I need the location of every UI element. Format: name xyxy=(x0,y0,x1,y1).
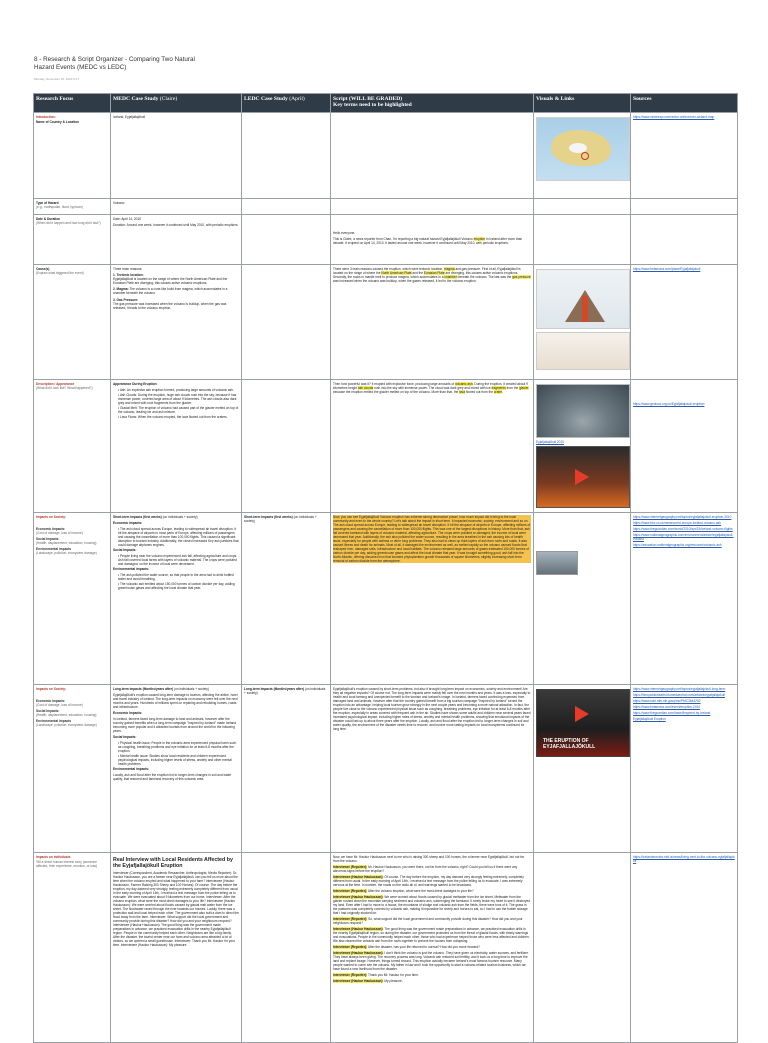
source-link[interactable]: https://icelandmonitor.mbl.is/news/living-next-to-the-volcano-eyjafjallajokull xyxy=(633,855,735,863)
source-link[interactable]: https://www.theguardian.com/world/2010/apr/15/iceland-volcano-flights xyxy=(633,527,733,531)
cell-focus-society-long: Impacts on Society: Economic Impacts: (Cost of damage, loss of income) Social Impacts: (Health, displacement, education, housing) Environmental Impacts (Landscape, pollution, ecosystem damage) xyxy=(34,685,111,853)
cell-visual-intro xyxy=(534,113,631,199)
cell-visual-causes xyxy=(534,265,631,380)
cell-focus-type: Type of Hazard (e.g., earthquake, flood, typhoon) xyxy=(34,199,111,215)
cell-medc-society-short[interactable]: Short-term impacts (first weeks) (on individuals + society) Economic Impacts: • The ash cloud spread across Europe, leading to widespread air travel disruption. It hit the airspace of airports in most parts of Europe, affecting millions of passengers and causing the cancellation of more than 100,000 flights. This caused a significant disruption to tourism industry. Additionally, the closed increased Key ash particles that could damage airplanes engines. Social Impacts: • People living near the volcano experienced ash fall, affecting agriculture and crops. Ash fall covered local farms with layers of volcanic material. The crops were polluted and damaged, so the income of local were decreased. Environmental impacts: • The ash polluted the water source, so that people in the area had to drink bottled water and avoid breathing. • The volcanic ash emitted about 150,000 tonnes of carbon dioxide per day, adding greenhouse gases and affecting the local climate that year. xyxy=(111,513,242,685)
header-script: Script (WILL BE GRADED) Key terms need to be highlighted xyxy=(331,94,534,113)
video-link[interactable]: Eyjafjallajökull 2010 xyxy=(536,440,564,444)
header-ledc: LEDC Case Study (April) xyxy=(242,94,331,113)
cell-medc-date[interactable]: Date: April 14, 2010 Duration: Around one week, however it continued until May 2010, with periodic eruptions. xyxy=(111,215,242,265)
cell-visual-type xyxy=(534,199,631,215)
cell-medc-society-long[interactable]: Long-term impacts (Months/years after) (on individuals + society) Eyjafjallajökull's eruption caused long-term damage to tourism, affecting the airline, hotel and travel industry of Iceland. The long-term impacts on economy were felt over the next months and years. Hundreds of millions spent on repairing and rebuilding homes, roads and infrastructure. Economic Impacts: In Iceland, farmers faced long-term damage to land and animals, however after the country gained benefits when a long-term campaign "Inspired by Iceland" made Iceland becoming more popular and it attracted tourists from around the world for the following years. Social Impacts: • Physical health issue: People in the volcanic area experienced physical harm such as coughing, breathing problems and eye irritation for at least 6-8 months after the eruption. • Mental health issue: Studies show local residents and children experienced psychological impacts, including higher levels of stress, anxiety and other mental health problems. Environmental impacts: Locally, ash and flood after the eruption led to longer-term changes in soil and water quality, that restored and farmland recovery of this volcanic area. xyxy=(111,685,242,853)
row-causes xyxy=(34,265,738,380)
source-link[interactable]: https://www.internetgeography.net/topics/eyjafjallajokull-long-term xyxy=(633,687,726,691)
header-visuals: Visuals & Links xyxy=(534,94,631,113)
source-link[interactable]: https://www.geolsoc.org.uk/Eyjafjallajokull-eruption xyxy=(633,402,705,406)
cell-source-society-long xyxy=(631,685,738,853)
row-society-long xyxy=(34,685,738,853)
cell-ledc-description[interactable] xyxy=(242,380,331,513)
source-link[interactable]: https://bmcpublichealth.biomedcentral.com/articles/eyjafjallajokull xyxy=(633,693,725,697)
row-type xyxy=(34,199,738,215)
source-link[interactable]: https://education.nationalgeographic.org/resource/volcanic-ash xyxy=(633,543,722,547)
cell-ledc-date[interactable] xyxy=(242,215,331,265)
cell-visual-individuals xyxy=(534,853,631,1043)
source-link[interactable]: https://www.bbc.co.uk/news/world-europe-iceland-volcano-ash xyxy=(633,521,722,525)
row-date xyxy=(34,215,738,265)
video-title: THE ERUPTION OF EYJAFJALLAJÖKULL xyxy=(543,738,596,750)
source-link[interactable]: https://www.ncbi.nlm.nih.gov/pmc/PMC3644252 xyxy=(633,699,701,703)
cell-focus-society-short: Impacts on Society: Economic Impacts: (Cost of damage, loss of income) Social Impacts: (Health, displacement, education, housing) Environmental Impacts (Landscape, pollution, ecosystem damage) xyxy=(34,513,111,685)
header-research-focus: Research Focus xyxy=(34,94,111,113)
iceland-map-image xyxy=(536,117,630,181)
cell-script-society-long[interactable]: Eyjafjallajökull's eruption caused by short-term problems, but also it brought long-term impact on economics, society and environment! Are they all negative impacts? Of course not. The long-term impacts were mainly felt over the next months and years. It was a loss, especially to health and local farming and unexpected benefit to the tourism and Iceland's image. In Iceland, farmers faced continuing expenses from damaged land and animals, however after that the country gained benefit from a big tourism campaign "Inspired by Iceland" turned the eruption into an advantage, helping local tourism grow strongly in the next couple years and becoming a more natural attraction. In fact, the people live close to the volcano experienced physical issue such as coughing, breathing problems, eye irritation for at least 6-8 months after the eruption, especially in areas covered with frequent ash in the air. Studies have shown some adults and children near several years faced increased psychological impact, including higher rates of stress, anxiety and mental health problems, showing that emotional impacts of the disaster could last up to about three years after the eruption. Locally, ash and flood after the eruption led to longer-term changes in soil and water quality, the environment of the disaster needs time to recover, and involve more lasting impacts on local ecosystems continued for long time. xyxy=(331,685,534,853)
cell-focus-causes: Cause(s) (Explain what triggered the event) xyxy=(34,265,111,380)
cell-source-date xyxy=(631,215,738,265)
cell-medc-description[interactable]: Appearance During Eruption: • Ash: An explosive ash eruption formed, producing large amounts of volcanic ash. • Ash Clouds: During the eruption, huge ash clouds rose into the sky, because it has immense power, covered large area of about 9 kilometres. The ash clouds also dark grey and mixed with rock fragments from the glacier. • Glacial Melt: The eruption of volcano had caused part of the glacier melted on top of the volcano, leading ice and ash mixture. • Lava Flows: When the volcano erupted, the lava flowed out from the craters. xyxy=(111,380,242,513)
cell-script-date[interactable]: Hello everyone, This is Claire, a news reporter from Chan, I'm reporting a big natural hazard Eyjafjallajökull Volcano eruption in Iceland after more than decade. It erupted on April 14, 2010. It lasted around one week, however it continued until May 2010, with periodic eruptions. xyxy=(331,215,534,265)
cell-visual-society-short xyxy=(534,513,631,685)
source-link[interactable]: https://www.internetgeography.net/topics/eyjafjallajokull-eruption-2010 xyxy=(633,515,732,519)
cell-ledc-individuals[interactable] xyxy=(242,853,331,1043)
cell-source-causes xyxy=(631,265,738,380)
cell-medc-intro[interactable]: Iceland, Eyjafjallajökull xyxy=(111,113,242,199)
source-link[interactable]: Eyjafjallajökull Eruption xyxy=(633,717,666,721)
cell-focus-description: Description / Appearance (What did it look like? What happened?) xyxy=(34,380,111,513)
title-line-2: Hazard Events (MEDC vs LEDC) xyxy=(34,63,127,71)
cell-script-description[interactable]: Then how powerful was it? It erupted with explosive force, producing large amounts of volcanic ash. During the eruption, it created about 9 kilometres height ash clouds rush into the sky with immense power. The cloud was dark grey and mixed with ice fragments from the glacier because the eruption melted the glacier melted on top of the volcano. More than that, the lava flowed out from the crater. xyxy=(331,380,534,513)
play-icon[interactable] xyxy=(575,706,589,722)
cell-medc-individuals[interactable]: Real Interview with Local Residents Affected by the Eyjafjallajökull Eruption Interviewer (Correspondent, Academic Researcher, Anthropologist, Media Reporter): Dr. Haukur Haukusson, you are a farmer near Eyjafjallajökull, can you tell us more about the time when the volcano erupted and what happened to your farm? Interviewee (Haukur Haukusson, Farmer Raising 300 Sheep and 100 Horses): Of course. The day before the eruption, my day dawned very strongly, feeling extremely completely different from usual. In the early morning of April 14th, I received a text message from the police telling us to evacuate. We were evacuated about 9 kilometres from our home. Interviewer: After the volcano eruption, what were the most direct damages to your life? Interviewee (Haukur Haukusson): We were worried about floods caused by glacial melt water from the ice sheet. The floodwater raced through the river towards our houses. Luckily, there was a protection wall and local helped each other. The government also built a dam to direct the flood away from the farm. Interviewer: What support did the local government and community provide during this disaster? How did you and your neighbours respond? Interviewee (Haukur Haukusson): The good thing was the government made preparations in advance, we practiced evacuation drills in the nearby Eyjafjallajökull region. People in the community helped each other. Neighbours are like a big family. After the disaster, the tourist center near our farm and volcano area attracted a lot of visitors, so we opened a small guesthouse. Interviewer: Thank you Mr. Haukur for your time. Interviewee (Haukur Haukusson): My pleasure. xyxy=(111,853,242,1043)
cell-script-intro[interactable] xyxy=(331,113,534,199)
cell-focus-date: Date & Duration (When did it happen and how long did it last?) xyxy=(34,215,111,265)
header-sources: Sources xyxy=(631,94,738,113)
cell-focus-individuals: Impacts on Individuals Tell a direct human interest story (someone affected, their experience, emotion, or loss) xyxy=(34,853,111,1043)
cell-focus-intro: Introduction: Name of Country & Location xyxy=(34,113,111,199)
row-description xyxy=(34,380,738,513)
source-link[interactable]: https://www.britannica.com/event/eruption-2010 xyxy=(633,705,701,709)
plate-boundary-image xyxy=(536,332,630,370)
cell-medc-causes[interactable]: Three main reasons: 1. Tectonic location: Eyjafjallajökull is located on the range of where the North American Plate and the Eurasian Plate are diverging; this causes active volcanic eruptions. 2. Magma: The volcano is a cone-like build from magma, which accumulates in a chamber beneath the volcano. 3. Gas Pressure: The gas pressure was increased when the volcano is buildup, when the gas was released, it leads to the volcano eruption. xyxy=(111,265,242,380)
organizer-table xyxy=(33,93,738,1043)
document-timestamp: Monday, November 20, 2023 9:17 xyxy=(34,77,80,81)
cell-source-type xyxy=(631,199,738,215)
cell-ledc-society-short[interactable]: Short-term Impacts (first weeks) (on individuals + society) xyxy=(242,513,331,685)
row-individuals xyxy=(34,853,738,1043)
volcano-diagram-image xyxy=(536,269,630,329)
play-icon[interactable] xyxy=(575,469,589,485)
title-line-1: 8 - Research & Script Organizer - Comparing Two Natural xyxy=(34,56,195,63)
cell-ledc-intro[interactable] xyxy=(242,113,331,199)
source-link[interactable]: https://www.britannica.com/place/Eyjafjallajokull xyxy=(633,267,701,271)
cell-ledc-type[interactable] xyxy=(242,199,331,215)
cell-medc-type[interactable]: Volcano xyxy=(111,199,242,215)
cell-ledc-society-long[interactable]: Long-term Impacts (Months/years after) (on individuals + society) xyxy=(242,685,331,853)
ash-plume-image xyxy=(536,384,630,438)
cell-source-society-short xyxy=(631,513,738,685)
cell-visual-description xyxy=(534,380,631,513)
row-society-short xyxy=(34,513,738,685)
cell-source-description xyxy=(631,380,738,513)
table-header-row xyxy=(34,94,738,113)
cell-script-society-short[interactable]: Now, you can see Eyjafjallajökull Volcano eruption has extreme strong destructive power, how much impact did it bring to the local community and even to the whole country? Let's talk about the impact in short term. It impacted economic, society, environment and so on. The ash cloud spread across Europe, leading to widespread air travel disruption. It hit the airspace of airports in Europe, affecting millions of passengers and causing the cancellation of more than 100,000 flights. This was one of the largest disruptions in history. More than that, ash fall covered farmland with layers of volcanic material, affecting agriculture. The crops were polluted or damaged, the income of local were decreased that year. Additionally, the ash also polluted the water source, resulting in the area breathed in the ash causing lots of health issue, especially for people with asthma or other lung problems. They also had to clean up thick layers of ash from roofs and roads. It also caused illness and death for animals. Most of all, it damaged the environment as well, as melted rapidly so the volcano caused floods that reshaped river, damaged soils, infrastructure and local habitats. The volcano released large amounts of gases estimated 150,000 tonnes of carbon dioxide per day, adding greenhouse gases and affect the local climate that year. It was brought something good, ash fall into the North Atlantic, offering dissolved iron that boosted phytoplankton growth thousands of square kilometres, slightly increasing short term removal of carbon dioxide from the atmosphere. xyxy=(331,513,534,685)
cell-script-causes[interactable]: There were 3 main reasons caused the eruption, which were tectonic location, magma and gas pressure. First of all, Eyjafjallajökull is located on the range of where the North American Plate and the Eurasian Plate are diverging, this causes active volcanic eruptions. Secondly, the rocks in mantle melt to produce magma, which accumulates in a chamber beneath the volcano. The last was the gas pressure was increased when the volcano was buildup, when the gases released, it led to the volcano eruption. xyxy=(331,265,534,380)
cell-script-individuals[interactable]: Now, we have Mr. Haukur Haukusson next to me who is raising 300 sheep and 100 horses, the a farmer near Eyjafjallajökull, but not far from the volcano. Interviewer (Reporter): Mr. Haukur Haukusson, you were there, not far from the volcano, right? Could you tell us if there were any abnormal signs before the eruption? Interviewee (Haukur Haukusson): Of course. The day before the eruption, my day dawned very strongly feeling extremely, completely different from usual. In the early morning of April 14th, I received a text message from the police telling us to evacuate. I was extremely nervous at the time. In number, the roads on the radio all of, and warnings started to be broadcast. Interviewer (Reporter): After the volcano eruption, what were the most direct damages to your life? Interviewee (Haukur Haukusson): We were worried about floods caused by glacial meltwater from the ice sheet. Meltwater from the glacier rushed down the mountain carrying sediment and volcanic ash, submerging the farmland. It rarely broke my heart to see it destroyed my land. Even after I had to move to a house, the mountains of sludge and volcanic ash from the fields, there were tons of it. The grass in the pastures was completely covered by volcanic ash, making it impossible for sheep and horses to eat, so I had to use the fodder storage that I had originally stocked for. Interviewer (Reporter): So, what support did the local government and community provide during this disaster? How did you and your neighbours respond? Interviewee (Haukur Haukusson): The good thing was the government made preparations in advance, we practiced evacuation drills in the nearby Eyjafjallajökull region, so during the disaster, our government protected us from the threat of glacial floods, with timely warnings and evacuations. People in the community helped each other, those who had experience helped those who were less affected and children. We also cleaned the volcanic ash from the roofs together to prevent the houses from collapsing. Interviewer (Reporter): After the disaster, has your life returned to normal? How did you move forward? Interviewee (Haukur Haukusson): I don't think the volcano is just the volcano. They have given us electricity, water sources, and fertilizer. They have always been giving. The recovery process was long. Volcanic ash restored soil fertility, and it took us a long time to improve the land and replant forage. However, things turned around. This eruption actually became Iceland's most famous tourism resource. Many people wanted to come see the volcano. My father in law and I took the opportunity to start a volcano-related tourism business, which we have found a new livelihood from the disaster. Interviewer (Reporter): Thank you Mr. Haukur for your time. Interviewee (Haukur Haukusson): My pleasure. xyxy=(331,853,534,1043)
cell-script-type[interactable] xyxy=(331,199,534,215)
row-introduction xyxy=(34,113,738,199)
document-title xyxy=(34,56,195,72)
cell-visual-date xyxy=(534,215,631,265)
source-link[interactable]: https://www.vecteezy.com/vector-art/xxxxxxx-iceland-map xyxy=(633,115,715,119)
source-link[interactable]: https://www.nationalgeographic.com/environment/article/eyjafjallajokull-volcano xyxy=(633,533,734,541)
source-link[interactable]: https://www.theguardian.com/travel/inspired-by-iceland xyxy=(633,711,711,715)
ash-cloud-image xyxy=(536,551,578,575)
eruption-video-thumbnail[interactable] xyxy=(536,446,630,508)
cell-source-individuals xyxy=(631,853,738,1043)
cell-source-intro xyxy=(631,113,738,199)
eruption-video-thumbnail-2[interactable] xyxy=(536,689,630,757)
header-medc: MEDC Case Study (Claire) xyxy=(111,94,242,113)
cell-ledc-causes[interactable] xyxy=(242,265,331,380)
cell-visual-society-long xyxy=(534,685,631,853)
